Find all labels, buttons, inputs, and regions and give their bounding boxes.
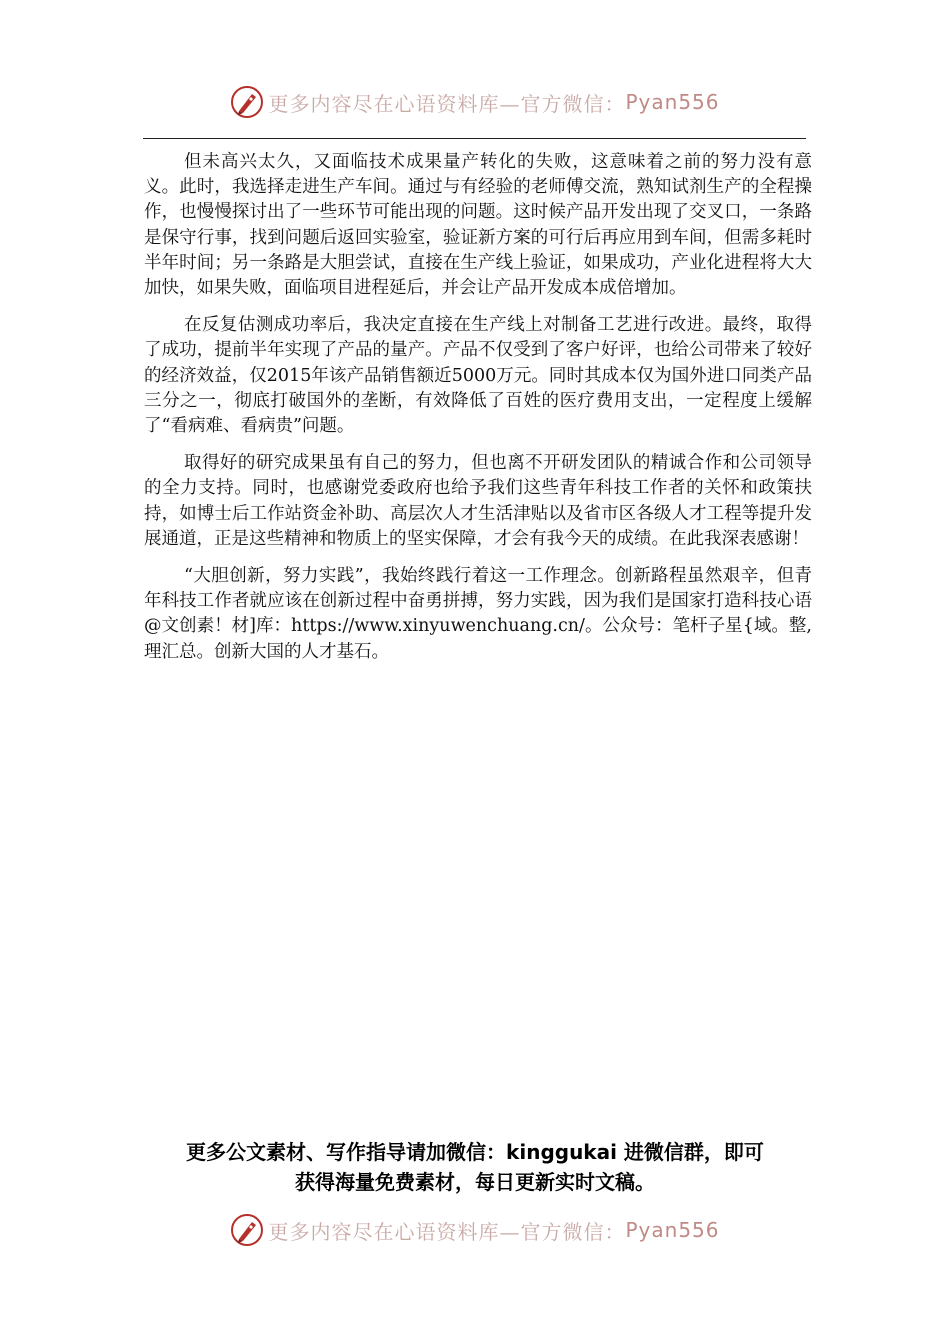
paragraph-1: 但未高兴太久，又面临技术成果量产转化的失败，这意味着之前的努力没有意义。此时，我选择走进生产车间。通过与有经验的老师傅交流，熟知试剂生产的全程操作，也慢慢探讨出了一些环节可能出现的问题。这时候产品开发出现了交叉口，一条路是保守行事，找到问题后返回实验室，验证新方案的可行后再应用到车间，但需多耗时半年时间；另一条路是大胆尝试，直接在生产线上验证，如果成功，产业化进程将大大加快，如果失败，面临项目进程延后，并会让产品开发成本成倍增加。 — [144, 152, 812, 299]
footer-note-line-2: 获得海量免费素材，每日更新实时文稿。 — [295, 1170, 655, 1194]
paragraph-3: 取得好的研究成果虽有自己的努力，但也离不开研发团队的精诚合作和公司领导的全力支持。同时，也感谢党委政府也给予我们这些青年科技工作者的关怀和政策扶持，如博士后工作站资金补助、高层次人才生活津贴以及省市区各级人才工程等提升发展通道，正是这些精神和物质上的坚实保障，才会有我今天的成绩。在此我深表感谢！ — [144, 453, 812, 549]
document-body — [144, 150, 812, 677]
paragraph-2: 在反复估测成功率后，我决定直接在生产线上对制备工艺进行改进。最终，取得了成功，提前半年实现了产品的量产。产品不仅受到了客户好评，也给公司带来了较好的经济效益，仅2015年该产品销售额近5000万元。同时其成本仅为国外进口同类产品三分之一，彻底打破国外的垄断，有效降低了百姓的医疗费用支出，一定程度上缓解了“看病难、看病贵”问题。 — [144, 315, 812, 437]
header-banner-text: 更多内容尽在心语资料库—官方微信： — [268, 91, 626, 116]
footer-note-line-1: 更多公文素材、写作指导请加微信：kinggukai 进微信群，即可 — [186, 1140, 764, 1164]
pen-nib-logo-icon — [230, 1213, 264, 1247]
pen-nib-logo-icon — [230, 85, 264, 119]
footer-note — [120, 1137, 830, 1197]
header-banner — [0, 80, 950, 124]
footer-banner-wechat-id: Pyan556 — [625, 1218, 720, 1242]
paragraph-4: “大胆创新，努力实践”，我始终践行着这一工作理念。创新路程虽然艰辛，但青年科技工作者就应该在创新过程中奋勇拼搏，努力实践，因为我们是国家打造科技心语@文创素！材]库：https://www.xinyuwenchuang.cn/。公众号：笔杆子星{域。整,理汇总。创新大国的人才基石。 — [144, 566, 812, 662]
footer-banner-text: 更多内容尽在心语资料库—官方微信： — [268, 1219, 626, 1244]
header-banner-wechat-id: Pyan556 — [625, 90, 720, 114]
footer-banner — [0, 1208, 950, 1252]
header-divider — [143, 138, 806, 139]
